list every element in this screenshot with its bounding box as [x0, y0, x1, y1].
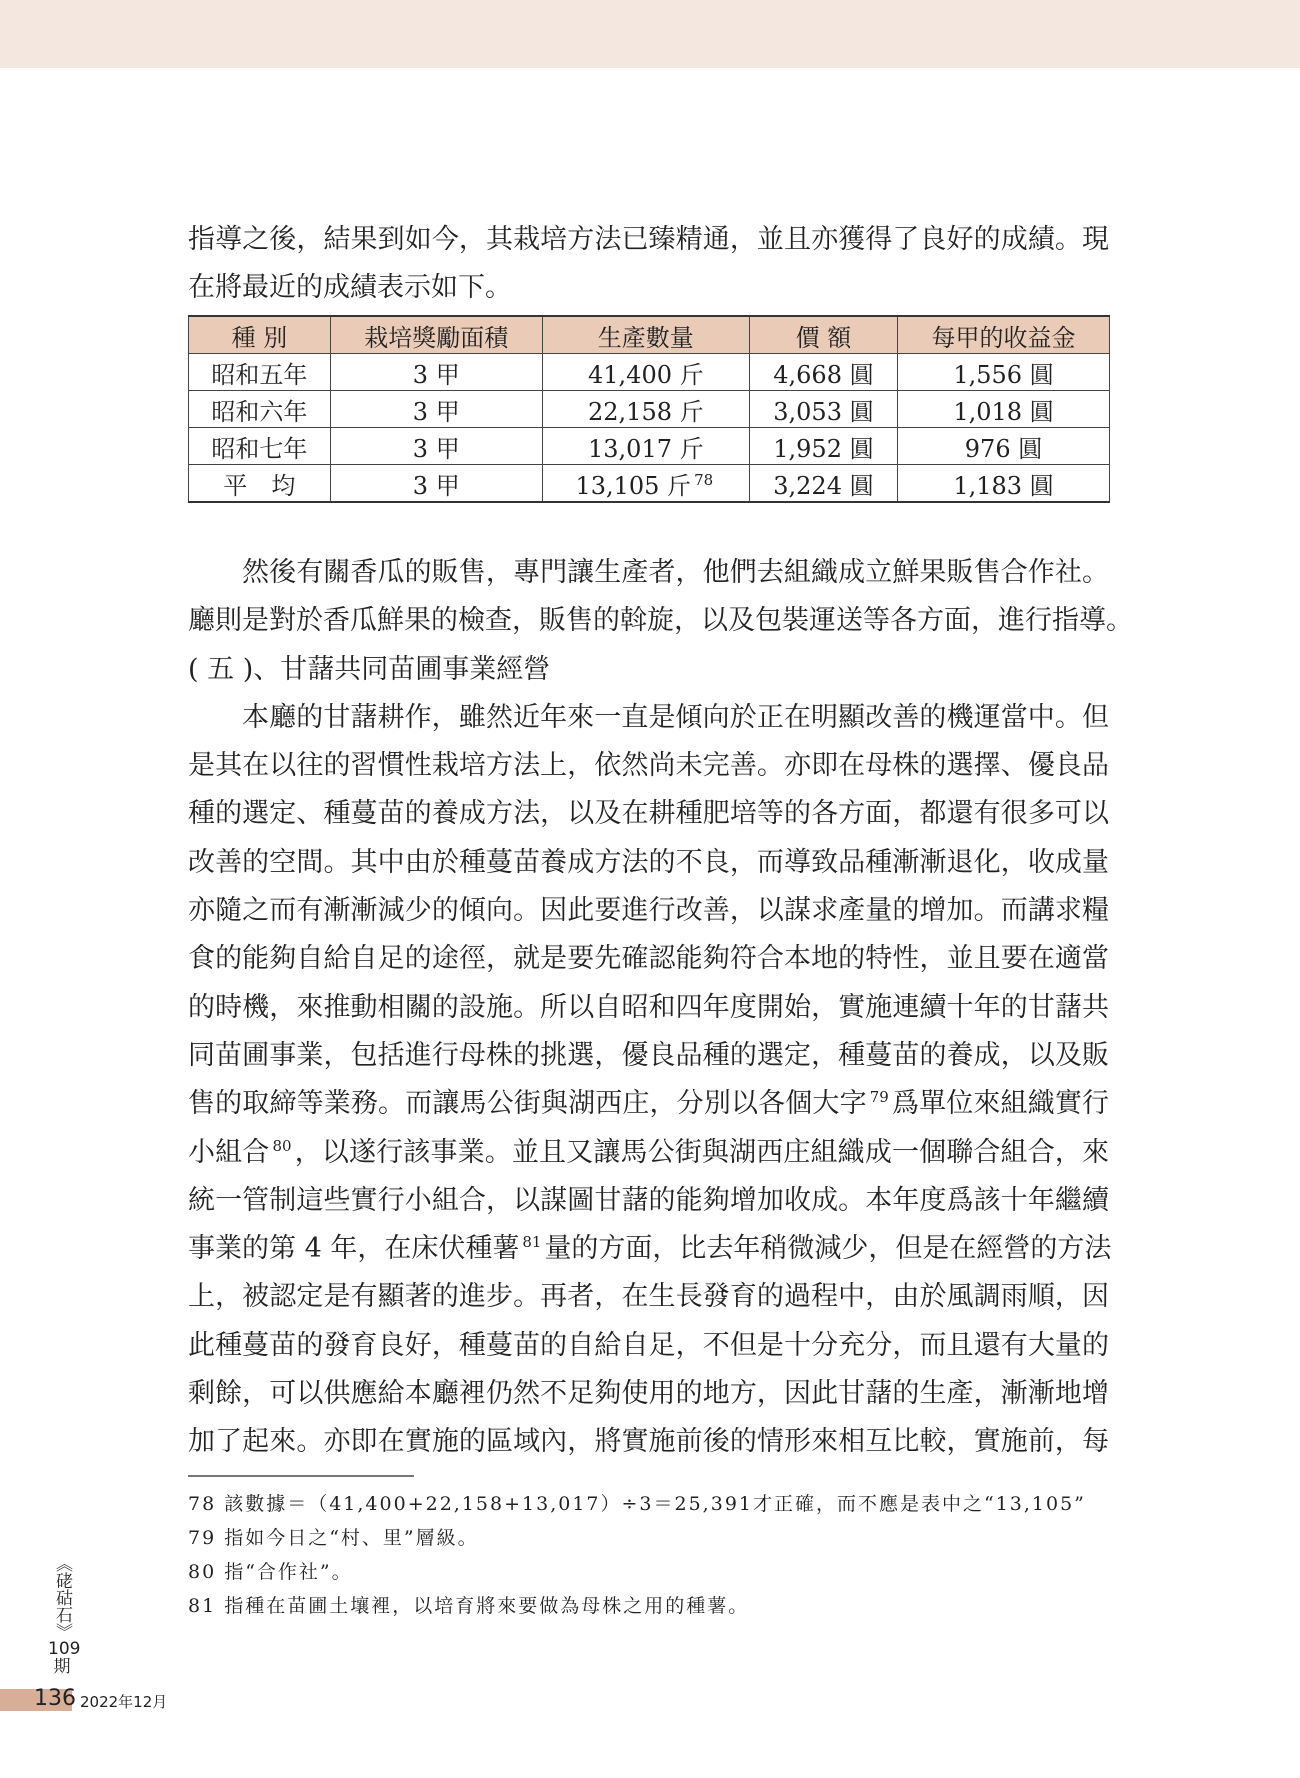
table-cell: 1,018 圓: [898, 391, 1110, 428]
footnote-ref: 81: [522, 1233, 542, 1252]
header-band: [0, 0, 1300, 68]
text-line: 在將最近的成績表示如下。: [188, 272, 512, 304]
text-line: 加了起來。亦即在實施的區域內，將實施前後的情形來相互比較，實施前，每: [188, 1426, 1109, 1458]
table-cell: 13,105 斤 $^{78}$: [542, 465, 749, 503]
footnote-78: 78 該數據＝（41,400+22,158+13,017）÷3＝25,391才正確，而不應是表中之“13,105”: [188, 1493, 1086, 1515]
table-cell: 1,183 圓: [898, 465, 1110, 503]
text-line: 小組合 $^{80}$ ，以遂行該事業。並且又讓馬公街與湖西庄組織成一個聯合組合，來: [188, 1136, 1110, 1168]
text-line: 同苗圃事業，包括進行母株的挑選，優良品種的選定，種蔓苗的養成，以及販: [188, 1039, 1109, 1071]
footnote-ref: 79: [869, 1088, 889, 1107]
footnote-ref: 80: [272, 1136, 292, 1155]
table-header-row: [189, 316, 1110, 354]
table-cell: 平 均: [189, 465, 331, 503]
text-line: ( 五 )、甘藷共同苗圃事業經營: [188, 653, 551, 685]
body-text: [188, 549, 1133, 1467]
table-cell: 41,400 斤: [542, 354, 749, 391]
table-cell: 3,224 圓: [749, 465, 897, 503]
header-quantity: 生產數量: [542, 316, 749, 354]
text-line: 剩餘，可以供應給本廳裡仍然不足夠使用的地方，因此甘藷的生產，漸漸地增: [188, 1378, 1109, 1410]
header-income: 每甲的收益金: [898, 316, 1110, 354]
header-category: 種 別: [189, 316, 331, 354]
table-row: [189, 391, 1110, 428]
intro-paragraph: [188, 216, 1109, 313]
text-line: 亦隨之而有漸漸減少的傾向。因此要進行改善，以謀求產量的增加。而講求糧: [188, 895, 1109, 927]
issue-number: 109: [48, 1639, 81, 1659]
text-line: 售的取締等業務。而讓馬公街與湖西庄，分別以各個大字 $^{79}$ 爲單位來組織實行: [188, 1088, 1110, 1120]
header-value: 價 額: [749, 316, 897, 354]
table-cell: 3 甲: [330, 391, 542, 428]
issue-unit: 期: [53, 1657, 71, 1677]
results-table: [188, 315, 1110, 503]
table-cell: 昭和七年: [189, 428, 331, 465]
footnote-81: 81 指種在苗圃土壤裡，以培育將來要做為母株之用的種薯。: [188, 1595, 750, 1617]
text-line: 廳則是對於香瓜鮮果的檢查，販售的斡旋，以及包裝運送等各方面，進行指導。: [188, 605, 1133, 637]
issue-date: 2022年12月: [80, 1693, 168, 1711]
header-area: 栽培獎勵面積: [330, 316, 542, 354]
table-row: [189, 354, 1110, 391]
table-cell: 1,952 圓: [749, 428, 897, 465]
footnote-80: 80 指“合作社”。: [188, 1561, 353, 1583]
table-cell: 976 圓: [898, 428, 1110, 465]
text-line: 指導之後，結果到如今，其栽培方法已臻精通，並且亦獲得了良好的成績。現: [188, 224, 1109, 255]
table-cell: 3 甲: [330, 354, 542, 391]
text-line: 改善的空間。其中由於種蔓苗養成方法的不良，而導致品種漸漸退化，收成量: [188, 846, 1109, 878]
table-cell: 13,017 斤: [542, 428, 749, 465]
text-line: 本廳的甘藷耕作，雖然近年來一直是傾向於正在明顯改善的機運當中。但: [242, 701, 1109, 733]
magazine-sidebar: [48, 1555, 81, 1677]
table-row: [189, 428, 1110, 465]
text-line: 種的選定、種蔓苗的養成方法，以及在耕種肥培等的各方面，都還有很多可以: [188, 798, 1109, 830]
table-cell: 3 甲: [330, 428, 542, 465]
text-line: 上，被認定是有顯著的進步。再者，在生長發育的過程中，由於風調雨順，因: [188, 1281, 1109, 1313]
table-cell: 昭和六年: [189, 391, 331, 428]
table-cell: 昭和五年: [189, 354, 331, 391]
footnote-divider: [188, 1475, 414, 1477]
page-number: 136: [34, 1686, 76, 1711]
table-cell: 3,053 圓: [749, 391, 897, 428]
text-line: 是其在以往的習慣性栽培方法上，依然尚未完善。亦即在母株的選擇、優良品: [188, 750, 1109, 782]
table-cell: 4,668 圓: [749, 354, 897, 391]
text-line: 的時機，來推動相關的設施。所以自昭和四年度開始，實施連續十年的甘藷共: [188, 991, 1109, 1023]
text-line: 事業的第 4 年，在床伏種薯 $^{81}$ 量的方面，比去年稍微減少，但是在經營的方法: [188, 1233, 1112, 1265]
footnote-ref: 78: [694, 470, 714, 489]
text-line: 此種蔓苗的發育良好，種蔓苗的自給自足，不但是十分充分，而且還有大量的: [188, 1329, 1109, 1361]
footnote-79: 79 指如今日之“村、里”層級。: [188, 1527, 479, 1549]
text-line: 然後有關香瓜的販售，專門讓生產者，他們去組織成立鮮果販售合作社。: [242, 557, 1109, 588]
table-cell: 1,556 圓: [898, 354, 1110, 391]
magazine-title: 《硓𥑮石》: [52, 1555, 72, 1640]
table-cell: 3 甲: [330, 465, 542, 503]
text-line: 統一管制這些實行小組合，以謀圖甘藷的能夠增加收成。本年度爲該十年繼續: [188, 1184, 1109, 1216]
table-cell: 22,158 斤: [542, 391, 749, 428]
text-line: 食的能夠自給自足的途徑，就是要先確認能夠符合本地的特性，並且要在適當: [188, 943, 1109, 975]
table-row: [189, 465, 1110, 503]
